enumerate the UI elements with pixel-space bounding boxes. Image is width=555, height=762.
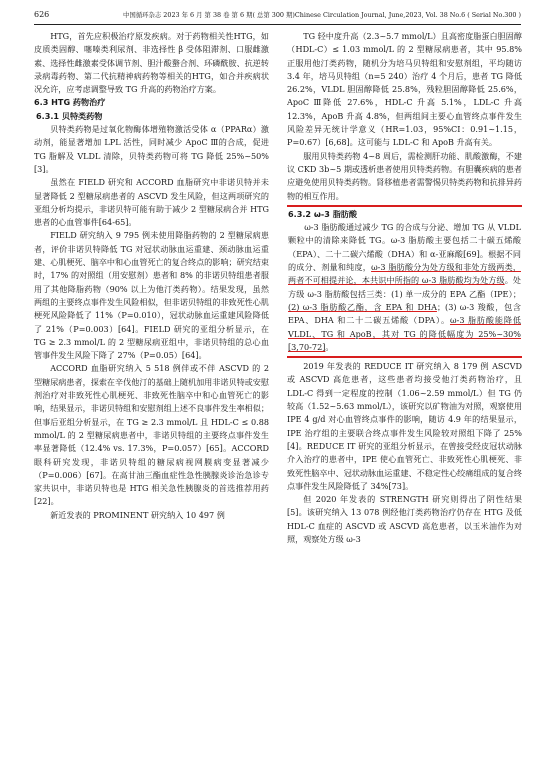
paragraph: 虽然在 FIELD 研究和 ACCORD 血脂研究中非诺贝特并未显著降低 2 型糖尿病患者的 ASCVD 发生风险，但这两项研究的亚组分析均提示，非诺贝特可能有助于减少 2 型糖尿病合并 HTG 患者的心血管事件[64-65]。	[34, 177, 269, 228]
paragraph: FIELD 研究纳入 9 795 例未使用降脂药物的 2 型糖尿病患者，评价非诺贝特降低 TG 对冠状动脉血运重建、颈动脉血运重建、心肌梗死、脑卒中和心血管死亡的复合终点的影响；研究结束时，17% 的对照组（用安慰剂）患者和 8% 的非诺贝特组患者服用了其他降脂药物（90% 以上为他汀类药物）。结果发现，虽然两组的主要终点事件发生风险相似，但非诺贝特组的非致死性心肌梗死风险降低了 11%（P=0.010），冠状动脉血运重建风险降低了 21%（P=0.003）[64]。FIELD 研究的亚组分析显示，在 TG ≥ 2.3 mmol/L 的 2 型糖尿病亚组中，非诺贝特组的总心血管事件发生风险下降了 27%（P=0.05）[64]。	[34, 230, 269, 361]
section-heading-6-3-1: 6.3.1 贝特类药物	[36, 110, 103, 121]
paragraph: 2019 年发表的 REDUCE IT 研究纳入 8 179 例 ASCVD 或 ASCVD 高危患者，这些患者均接受他汀类药物治疗，且 LDL-C 得到一定程度的控制（1.06~2.59 mmol/L）但 TG 仍较高（1.52~5.63 mmol/L），该研究以矿物油为对照，观察使用 IPE 4 g/d 对心血管终点事件的影响，随访 4.9 年的结果显示，IPE 治疗组的主要联合终点事件发生风险较对照组下降了 25%[4]。REDUCE IT 研究的亚组分析显示，在曾接受经皮冠状动脉介入治疗的患者中，IPE 使心血管死亡、非致死性心肌梗死、非致死性脑卒中、冠状动脉血运重建、不稳定性心绞痛组成的复合终点事件发生风险降低了 34%[73]。	[287, 361, 522, 491]
section-heading-6-3: 6.3 HTG 药物治疗	[34, 97, 106, 108]
paragraph: TG 轻中度升高（2.3~5.7 mmol/L）且高密度脂蛋白胆固醇（HDL-C）≤ 1.03 mmol/L 的 2 型糖尿病患者，其中 95.8% 正服用他汀类药物，随机分为培马贝特组和安慰剂组，平均随访 3.4 年，培马贝特组（n=5 240）治疗 4 个月后，患者 TG 降低 26.2%，VLDL 胆固醇降低 25.8%，残粒胆固醇降低 25.6%，ApoC Ⅲ降低 27.6%，HDL-C 升高 5.1%，LDL-C 升高 12.3%，ApoB 升高 4.8%，但两组间主要心血管终点事件发生风险差异无统计学意义（HR=1.03，95%CI：0.91~1.15，P=0.67）[6,68]。这可能与 LDL-C 和 ApoB 升高有关。	[287, 31, 522, 148]
left-column	[34, 30, 269, 748]
paragraph: ACCORD 血脂研究纳入 5 518 例伴或不伴 ASCVD 的 2 型糖尿病患者，探索在辛伐他汀的基础上随机加用非诺贝特或安慰剂治疗对非致死性心肌梗死、非致死性脑卒中和心血管死亡的影响，结果显示，非诺贝特组和安慰剂组上述不良事件发生率相似；但事后亚组分析显示，在 TG ≥ 2.3 mmol/L 且 HDL-C ≤ 0.88 mmol/L 的 2 型糖尿病患者中，非诺贝特组的主要终点事件发生率显著降低（12.4% vs. 17.3%，P=0.057）[65]。ACCORD 眼科研究发现，非诺贝特组的糖尿病视网膜病变显著减少（P=0.006）[67]。在高甘油三酯血症性急性胰腺炎诊治急诊专家共识中，非诺贝特也是 HTG 相关急性胰腺炎的首选推荐用药[22]。	[34, 363, 269, 507]
text-run: 。处方级 ω-3 脂肪酸包括三类：(1) 单一成分的 EPA 乙酯（IPE）；	[288, 275, 521, 299]
journal-running-title: 中国循环杂志 2023 年 6 月 第 38 卷 第 6 期( 总第 300 期)Chinese Circulation Journal, June,2023, Vol. 38 No.6 ( Serial No.300 )	[122, 11, 521, 19]
text-run: ；(3) ω-3 羧酸，包含 EPA、DHA 和二十二碳五烯酸（DPA）。	[288, 301, 521, 326]
underlined-text: ω-3 脂肪酸能降低 VLDL、TG 和 ApoB，其对 TG 的降低幅度为 25%~30%[3,70-72]	[288, 315, 521, 352]
paragraph: 贝特类药物是过氧化物酶体增殖物激活受体 α（PPARα）激动剂，能显著增加 LPL 活性，同时减少 ApoC Ⅲ的合成，促进 TG 脂解及 VLDL 清除，贝特类药物可将 TG 降低 25%~50%[3]。	[34, 124, 269, 174]
underlined-text: ω-3 脂肪酸分为处方级和非处方级两类，两者不可相提并论，本共识中所指的 ω-3 脂肪酸均为处方级	[288, 262, 521, 286]
text-run: 。	[325, 341, 334, 352]
paragraph: 新近发表的 PROMINENT 研究纳入 10 497 例	[50, 509, 225, 520]
right-column	[287, 30, 522, 748]
text-run: ω-3 脂肪酸通过减少 TG 的合成与分泌、增加 TG 从 VLDL 颗粒中的清除来降低 TG。ω-3 脂肪酸主要包括二十碳五烯酸（EPA）、二十二碳六烯酸（DHA）和 α-亚麻酸[69]。根据不同的成分、剂量和纯度，	[288, 222, 521, 273]
page-number: 626	[34, 10, 50, 19]
section-heading-6-3-2: 6.3.2 ω-3 脂肪酸	[288, 208, 357, 219]
paragraph: 但 2020 年发表的 STRENGTH 研究则得出了阴性结果[5]。该研究纳入 13 078 例经他汀类药物治疗仍存在 HTG 及低 HDL-C 血症的 ASCVD 或 ASCVD 高危患者，以玉米油作为对照，观察处方级 ω-3	[287, 494, 522, 544]
highlight-box-omega3	[287, 205, 522, 358]
paragraph: 服用贝特类药物 4~8 周后，需检测肝功能、肌酸激酶，不建议 CKD 3b~5 期或透析患者使用贝特类药物。有胆囊疾病的患者应避免使用贝特类药物。肾移植患者需警惕贝特类药物和抗排异药物的相互作用。	[287, 150, 522, 201]
header-rule	[34, 24, 521, 25]
paragraph: HTG，首先应积极治疗原发疾病。对于药物相关性HTG，如皮质类固醇、噻嗪类利尿剂、非选择性 β 受体阻滞剂、口服雌激素、选择性雌激素受体调节剂、胆汁酸螯合剂、环磷酰胺、抗逆转录病毒药物、第二代抗精神病药物等相关的HTG，如合并疾病状况允许，应考虑调整导致 TG 升高的药物治疗方案。	[34, 31, 269, 95]
highlighted-paragraph	[288, 221, 521, 354]
underlined-text: (2) ω-3 脂肪酸乙酯，含 EPA 和 DHA	[288, 301, 437, 312]
page-header	[0, 0, 555, 26]
